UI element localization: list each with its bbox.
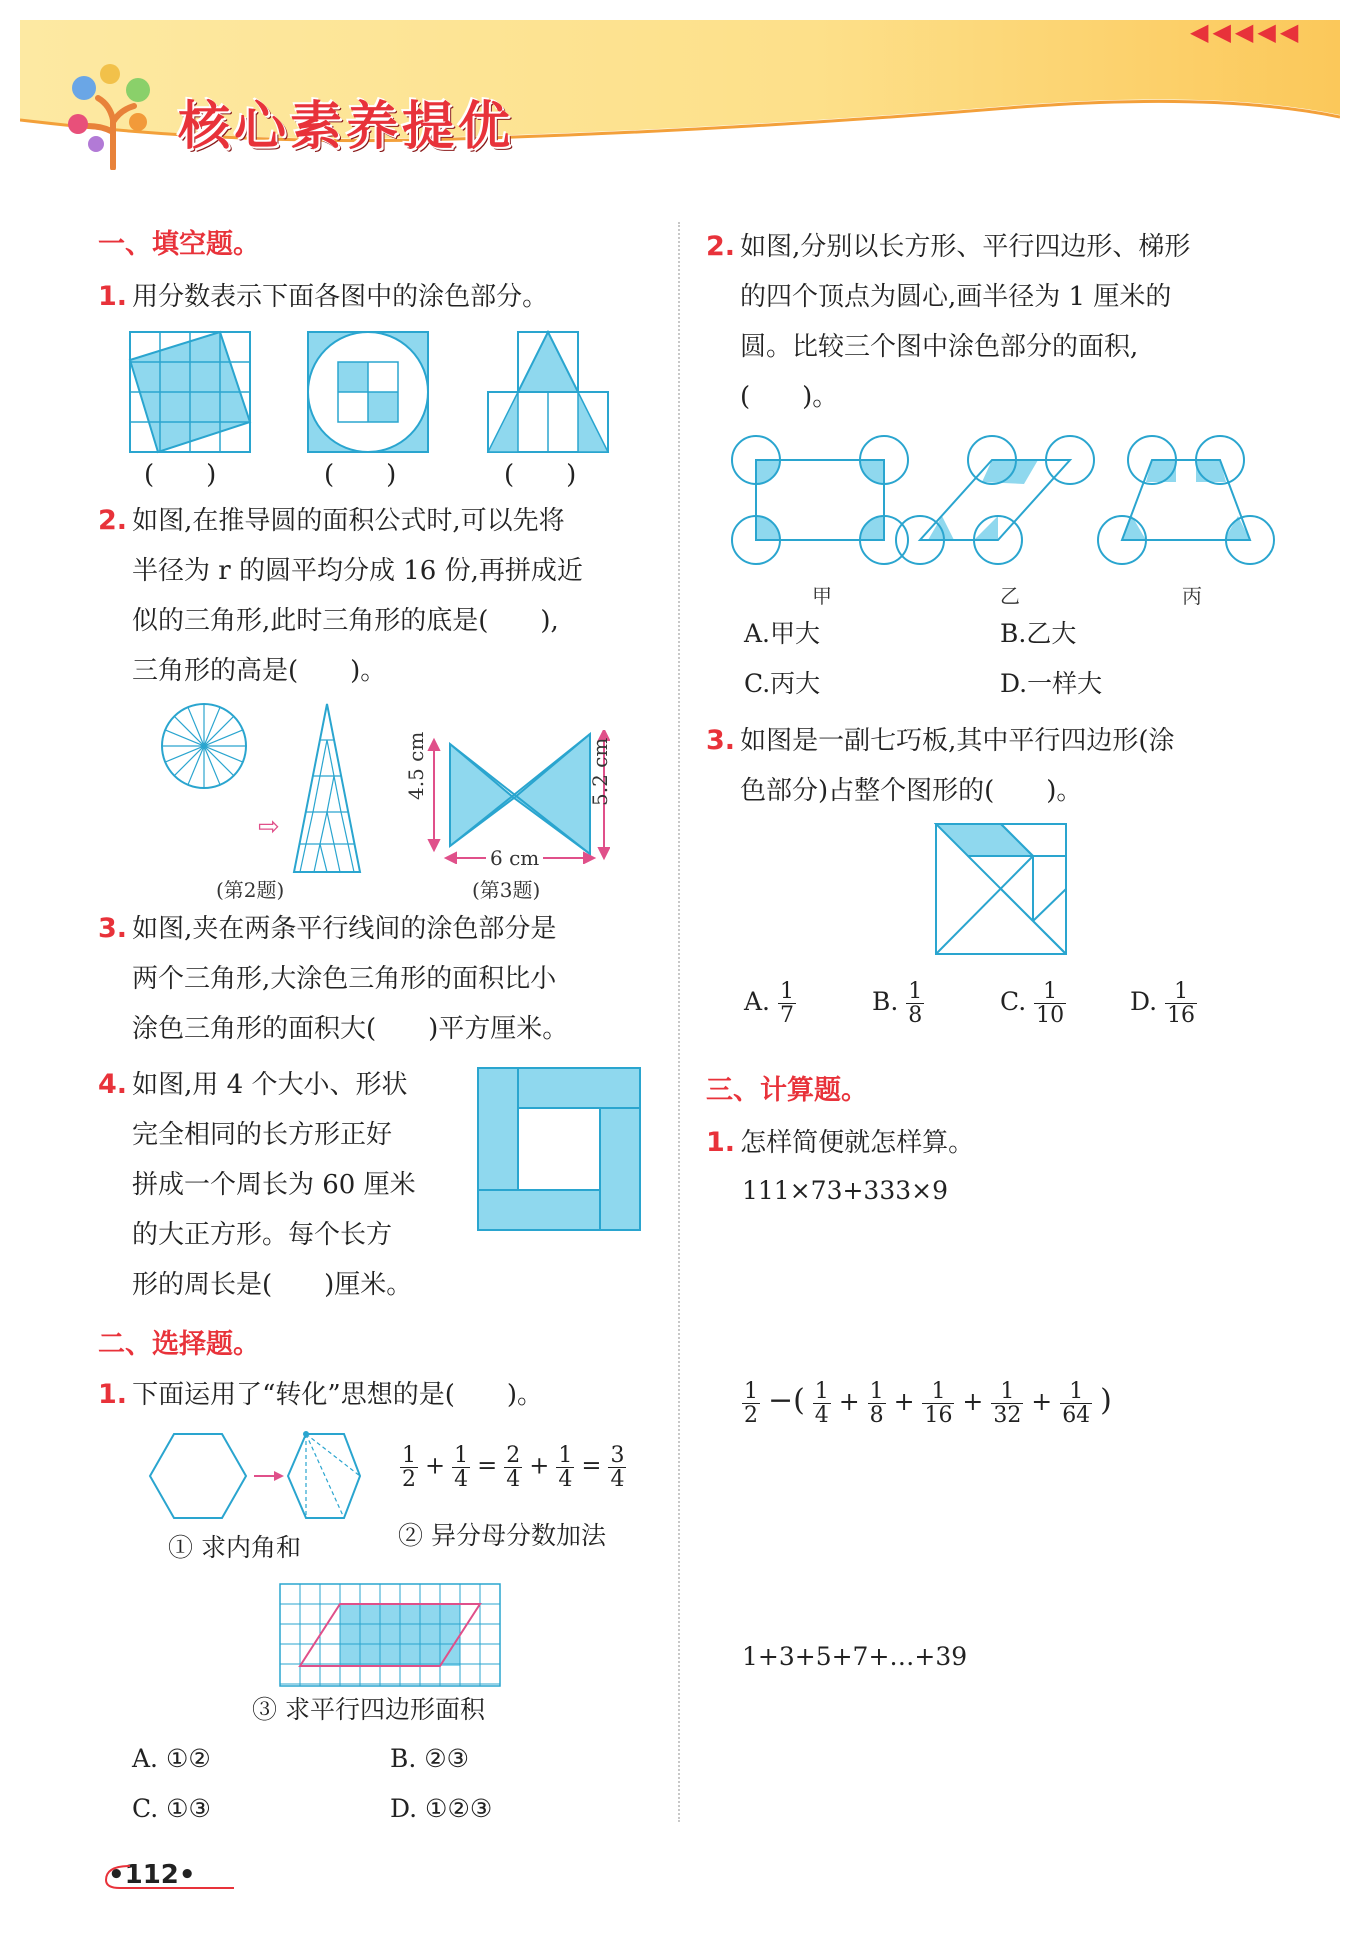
bowtie-triangles-figure [410,730,610,864]
figure-label: 丙 [1182,584,1202,608]
fill-q4 [98,1060,468,1310]
parallelogram-grid-figure [278,1582,502,1688]
option-label: B. [872,987,899,1017]
question-line: 如图,夹在两条平行线间的涂色部分是 [132,914,557,944]
length-label-base: 6 cm [486,846,543,870]
question-number: 3. [98,913,128,944]
expr-num: 1 [1000,1379,1015,1404]
arrow-right-icon: ⇨ [258,812,280,842]
question-text: 用分数表示下面各图中的涂色部分。 [132,282,549,312]
section-choice-title: 二、选择题。 [98,1329,260,1360]
expr-den: 16 [924,1403,953,1429]
option-label: D. [1130,987,1158,1017]
fill-q3 [98,904,658,1054]
choice-q2 [706,222,1266,422]
option-c[interactable] [1000,980,1066,1027]
question-number: 1. [98,1379,128,1410]
expr-num: 1 [744,1379,758,1404]
option-a[interactable] [744,980,796,1027]
question-number: 1. [706,1127,736,1158]
question-line: 如图,用 4 个大小、形状 [132,1070,408,1100]
option-b[interactable] [872,980,924,1027]
option-a[interactable]: A.甲大 [744,619,821,648]
expr-minus-paren: −( [767,1383,805,1419]
question-line: 色部分)占整个图形的( )。 [740,776,1083,806]
eq-num: 1 [454,1443,469,1468]
question-line: 圆。比较三个图中涂色部分的面积, [740,332,1139,362]
eq-den: 4 [610,1467,625,1493]
three-shapes-circles-figure [728,432,1288,580]
figure-caption: ③ 求平行四边形面积 [252,1695,485,1724]
expr-num: 1 [1069,1379,1084,1404]
section-fill-blank-title: 一、填空题。 [98,229,260,260]
expr-den: 8 [869,1403,884,1429]
hexagon-transform-figure [130,1430,362,1524]
question-number: 2. [98,505,128,536]
question-number: 1. [98,281,128,312]
question-text: 下面运用了“转化”思想的是( )。 [132,1380,544,1410]
expr-den: 32 [993,1403,1022,1429]
page-number-underline [100,1862,240,1892]
figure-caption: (第3题) [472,878,541,902]
expr-num: 1 [931,1379,946,1404]
grid-tilted-square-figure [128,330,252,456]
tree-logo-icon [58,60,154,170]
question-line: 如图,在推导圆的面积公式时,可以先将 [132,506,565,536]
calc-q1 [706,1118,974,1168]
figure-caption: ① 求内角和 [168,1533,301,1562]
divided-circle-figure [158,700,250,792]
length-label-right: 5.2 cm [588,737,612,806]
page-title: 核心素养提优 [178,97,515,157]
eq-den: 4 [558,1467,573,1493]
question-line: ( )。 [740,382,839,412]
expr-den: 64 [1062,1403,1091,1429]
question-line: 如图是一副七巧板,其中平行四边形(涂 [740,726,1175,756]
question-line: 三角形的高是( )。 [132,656,387,686]
calc-expression-1: 111×73+333×9 [742,1176,948,1205]
fraction-equation: $\frac{1}{2}$ + $\frac{1}{4}$ = $\frac{2}{4}$ + $\frac{1}{4}$ = $\frac{3}{4}$ [402,1443,625,1493]
rearranged-triangle-figure [290,702,364,874]
question-line: 形的周长是( )厘米。 [132,1270,413,1300]
answer-blank[interactable]: ( ) [504,460,577,490]
eq-num: 1 [558,1443,573,1468]
option-d[interactable]: D. ①②③ [390,1794,493,1823]
circle-in-square-figure [306,330,430,456]
option-d[interactable] [1130,980,1197,1027]
option-num: 1 [908,979,923,1004]
question-line: 完全相同的长方形正好 [132,1120,393,1150]
expr-close-paren: ) [1100,1383,1112,1419]
calc-expression-3: 1+3+5+7+…+39 [742,1642,968,1671]
figure-label: 甲 [812,584,832,608]
expr-den: 4 [814,1403,829,1429]
four-rectangles-square-figure [476,1066,642,1234]
eq-num: 3 [610,1443,625,1468]
section-calc-title: 三、计算题。 [706,1075,868,1106]
expr-num: 1 [869,1379,884,1404]
question-number: 4. [98,1069,128,1100]
expr-num: 1 [814,1379,829,1404]
eq-den: 4 [454,1467,469,1493]
option-b[interactable]: B. ②③ [390,1744,470,1773]
question-number: 3. [706,725,736,756]
header-arrow-decor: ◀◀◀◀◀ [1190,18,1303,46]
question-line: 涂色三角形的面积大( )平方厘米。 [132,1014,569,1044]
option-den: 7 [779,1003,794,1029]
page-number-text: •112• [108,1860,196,1890]
question-line: 拼成一个周长为 60 厘米 [132,1170,416,1200]
tangram-figure [934,822,1068,956]
triangles-in-rectangle-figure [486,330,610,456]
expr-den: 2 [744,1403,758,1429]
answer-blank[interactable]: ( ) [144,460,217,490]
question-line: 似的三角形,此时三角形的底是( ), [132,606,559,636]
option-num: 1 [779,979,794,1004]
option-d[interactable]: D.一样大 [1000,669,1103,698]
eq-den: 4 [506,1467,521,1493]
option-a[interactable]: A. ①② [132,1744,211,1773]
option-den: 8 [908,1003,923,1029]
choice-q1 [98,1370,543,1420]
question-text: 怎样简便就怎样算。 [740,1128,975,1158]
option-num: 1 [1043,979,1058,1004]
question-line: 两个三角形,大涂色三角形的面积比小 [132,964,557,994]
question-line: 的大正方形。每个长方 [132,1220,393,1250]
figure-caption: ② 异分母分数加法 [398,1521,606,1550]
eq-num: 2 [506,1443,521,1468]
calc-expression-2: $\frac{1}{2}$ −( $\frac{1}{4}$ + $\frac{1}{8}$ + $\frac{1}{16}$ + $\frac{1}{32}$ + $\frac{1}{64}$ ) [744,1379,1112,1429]
fill-q2 [98,496,658,696]
option-label: C. [1000,987,1027,1017]
option-c[interactable]: C. ①③ [132,1794,211,1823]
figure-label: 乙 [1000,584,1020,608]
eq-num: 1 [402,1443,416,1468]
question-line: 半径为 r 的圆平均分成 16 份,再拼成近 [132,556,583,586]
length-label-left: 4.5 cm [404,731,428,800]
fill-q1 [98,272,548,322]
option-den: 10 [1036,1003,1065,1029]
option-c[interactable]: C.丙大 [744,669,821,698]
column-divider [678,222,680,1822]
question-line: 如图,分别以长方形、平行四边形、梯形 [740,232,1191,262]
answer-blank[interactable]: ( ) [324,460,397,490]
choice-q3 [706,716,1266,816]
question-line: 的四个顶点为圆心,画半径为 1 厘米的 [740,282,1172,312]
option-den: 16 [1167,1003,1196,1029]
option-label: A. [744,987,771,1017]
option-num: 1 [1174,979,1189,1004]
eq-den: 2 [402,1467,416,1493]
option-b[interactable]: B.乙大 [1000,619,1077,648]
figure-caption: (第2题) [216,878,285,902]
question-number: 2. [706,231,736,262]
